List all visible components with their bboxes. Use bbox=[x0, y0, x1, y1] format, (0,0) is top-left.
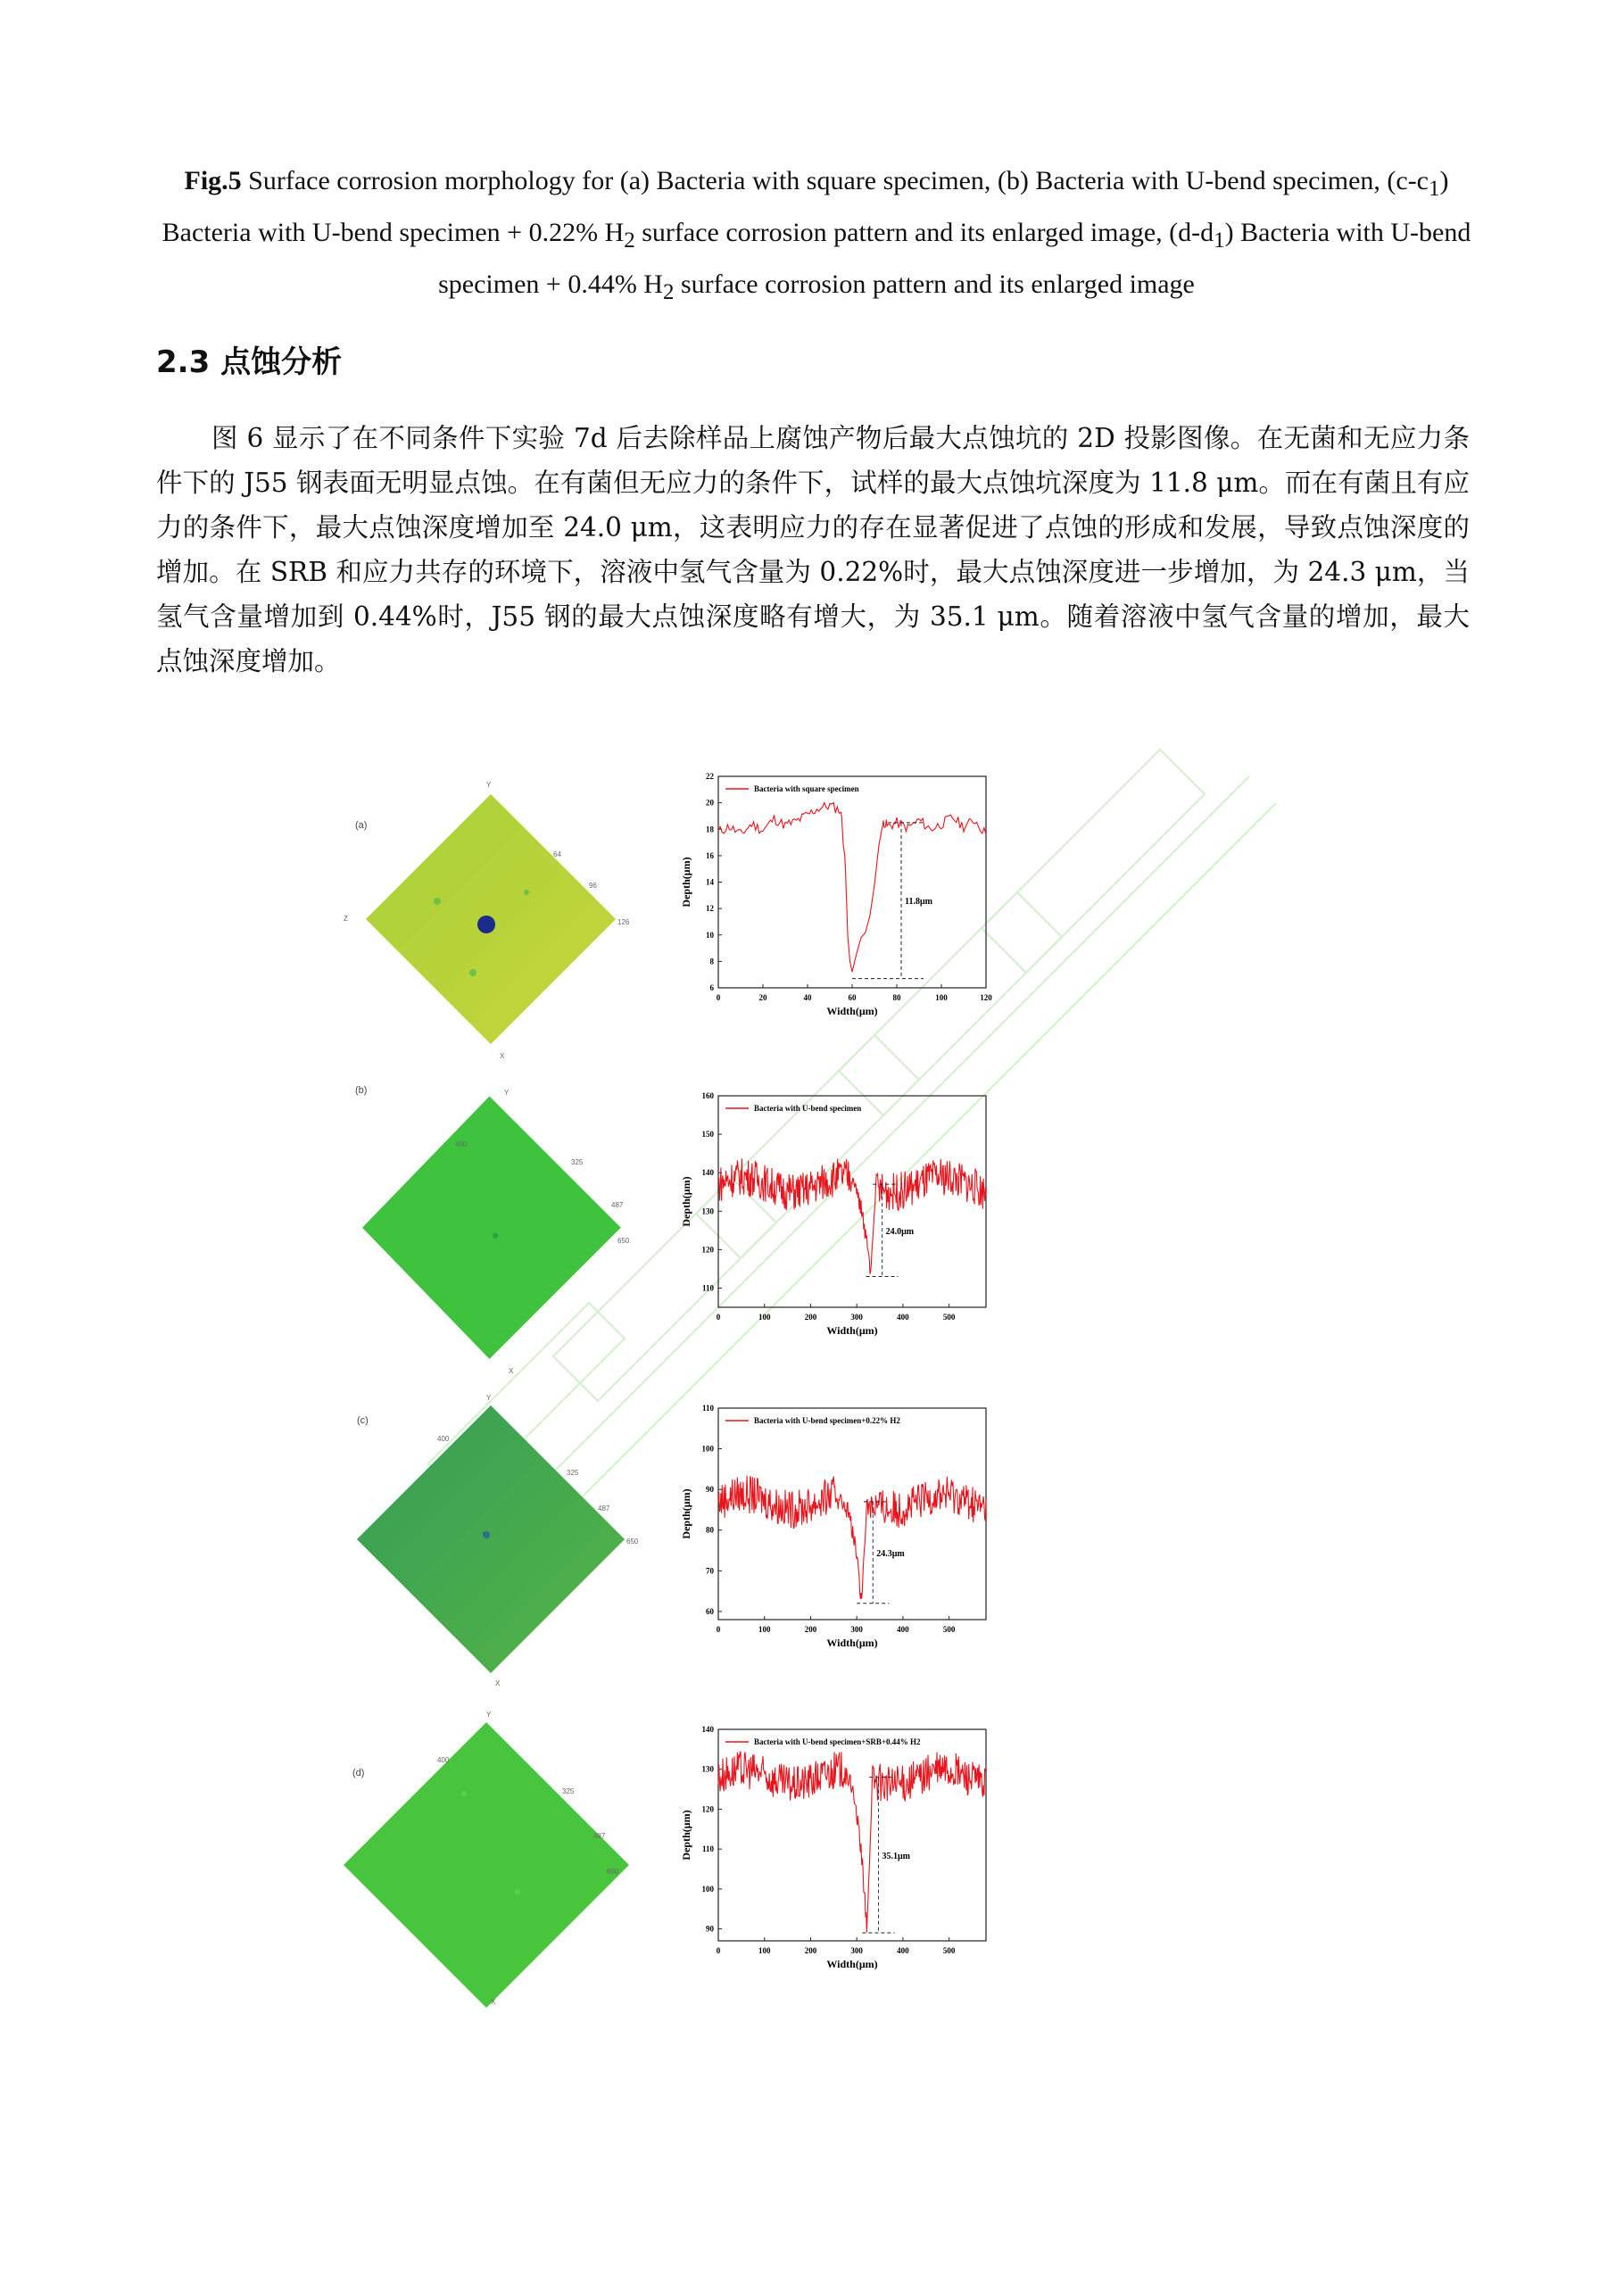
figure-caption bbox=[156, 159, 1477, 314]
caption-text-5: surface corrosion pattern and its enlarged image bbox=[674, 269, 1195, 299]
x-tick-label: 200 bbox=[804, 1946, 817, 1955]
figure-6 bbox=[303, 767, 1017, 2035]
axis-tick: 96 bbox=[589, 882, 597, 890]
body-paragraph: 图 6 显示了在不同条件下实验 7d 后去除样品上腐蚀产物后最大点蚀坑的 2D 投影图像。在无菌和无应力条件下的 J55 钢表面无明显点蚀。在有菌但无应力的条件下，试样的最大点蚀坑深度为 11.8 μm。而在有菌且有应力的条件下，最大点蚀深度增加至 24.0 μm，这表明应力的存在显著促进了点蚀的形成和发展，导致点蚀深度的增加。在 SRB 和应力共存的环境下，溶液中氢气含量为 0.22%时，最大点蚀深度进一步增加，为 24.3 μm，当氢气含量增加到 0.44%时，J55 钢的最大点蚀深度略有增大，为 35.1 μm。随着溶液中氢气含量的增加，最大点蚀深度增加。 bbox=[156, 423, 1470, 676]
y-tick-label: 22 bbox=[706, 772, 714, 781]
y-tick-label: 6 bbox=[709, 983, 714, 992]
y-axis-label: Depth(μm) bbox=[680, 1488, 692, 1539]
x-tick-label: 200 bbox=[804, 1313, 817, 1322]
y-tick-label: 16 bbox=[706, 850, 714, 860]
y-tick-label: 150 bbox=[701, 1130, 714, 1140]
surface-plane bbox=[362, 1097, 621, 1360]
x-tick-label: 100 bbox=[758, 1313, 771, 1322]
y-tick-label: 100 bbox=[701, 1444, 714, 1454]
pit-marker bbox=[483, 1531, 490, 1538]
y-tick-label: 90 bbox=[706, 1485, 714, 1495]
surface-panel-b bbox=[303, 1075, 642, 1379]
x-axis-label: Width(μm) bbox=[826, 1324, 878, 1337]
x-tick-label: 300 bbox=[850, 1313, 863, 1322]
axis-tick: 400 bbox=[455, 1140, 468, 1148]
axis-tick: 487 bbox=[598, 1504, 610, 1513]
pit-depth-annotation: 24.0μm bbox=[885, 1226, 915, 1237]
y-tick-label: 110 bbox=[701, 1283, 714, 1293]
x-tick-label: 400 bbox=[897, 1946, 909, 1955]
x-tick-label: 0 bbox=[716, 1313, 721, 1322]
y-tick-label: 20 bbox=[706, 798, 714, 808]
surface-panel-d bbox=[286, 1704, 625, 2008]
axis-label-x: X bbox=[491, 1998, 496, 2006]
pit-marker bbox=[493, 1233, 498, 1239]
x-tick-label: 400 bbox=[897, 1313, 909, 1322]
x-axis-label: Width(μm) bbox=[826, 1637, 878, 1649]
corrosion-spot bbox=[434, 898, 441, 905]
y-tick-label: 110 bbox=[701, 1844, 714, 1854]
y-tick-label: 130 bbox=[701, 1764, 714, 1774]
profile-chart-c bbox=[669, 1401, 1008, 1669]
legend-label: Bacteria with U-bend specimen+0.22% H2 bbox=[754, 1416, 900, 1425]
x-tick-label: 120 bbox=[980, 993, 992, 1002]
y-tick-label: 70 bbox=[706, 1566, 714, 1576]
section-title: 2.3 点蚀分析 bbox=[156, 344, 343, 380]
x-tick-label: 500 bbox=[942, 1946, 956, 1955]
y-tick-label: 8 bbox=[709, 957, 714, 966]
corrosion-spot bbox=[524, 890, 529, 895]
corrosion-spot bbox=[461, 1791, 467, 1796]
x-tick-label: 100 bbox=[758, 1625, 771, 1634]
axis-tick: 126 bbox=[617, 918, 630, 926]
plot-frame bbox=[718, 1408, 986, 1620]
x-tick-label: 500 bbox=[942, 1625, 956, 1634]
y-tick-label: 160 bbox=[701, 1091, 714, 1100]
3d-surface-map-icon bbox=[303, 767, 642, 1071]
x-tick-label: 40 bbox=[803, 993, 812, 1002]
profile-chart-a bbox=[669, 769, 1008, 1037]
axis-tick: 487 bbox=[593, 1832, 606, 1840]
axis-tick: 400 bbox=[437, 1756, 450, 1764]
axis-tick: 487 bbox=[611, 1201, 624, 1209]
surface-panel-c bbox=[277, 1388, 639, 1691]
axis-label-y: Y bbox=[486, 781, 492, 789]
y-axis-label: Depth(μm) bbox=[680, 1810, 692, 1861]
axis-label-x: X bbox=[495, 1679, 501, 1687]
y-tick-label: 10 bbox=[706, 930, 714, 940]
plot-frame bbox=[718, 776, 986, 988]
x-tick-label: 0 bbox=[716, 1625, 721, 1634]
x-tick-label: 60 bbox=[848, 993, 857, 1002]
caption-text-4: ) Bacteria with U-bend specimen + 0.44% H bbox=[438, 218, 1471, 299]
depth-profile-line bbox=[718, 1752, 986, 1933]
corrosion-spot bbox=[469, 969, 476, 976]
caption-sub-3: 1 bbox=[1214, 228, 1225, 253]
plot-frame bbox=[718, 1096, 986, 1307]
profile-plot-a bbox=[669, 769, 1008, 1037]
y-tick-label: 110 bbox=[701, 1404, 714, 1413]
panel-label-b: (b) bbox=[355, 1085, 368, 1096]
caption-text-2: ) Bacteria with U-bend specimen + 0.22% H bbox=[162, 166, 1449, 247]
axis-tick: 325 bbox=[562, 1787, 575, 1795]
panel-label-c: (c) bbox=[357, 1415, 369, 1426]
profile-plot-b bbox=[669, 1089, 1008, 1356]
depth-profile-line bbox=[718, 803, 986, 973]
x-tick-label: 400 bbox=[897, 1625, 909, 1634]
y-tick-label: 80 bbox=[706, 1525, 714, 1535]
depth-profile-line bbox=[718, 1158, 986, 1273]
panel-label-d: (d) bbox=[352, 1768, 365, 1778]
axis-tick: 400 bbox=[437, 1435, 450, 1443]
axis-label-x: X bbox=[509, 1367, 514, 1375]
surface-plane bbox=[344, 1722, 629, 2008]
y-axis-label: Depth(μm) bbox=[680, 857, 692, 908]
axis-label-z: Z bbox=[344, 915, 348, 923]
caption-fig-label: Fig.5 bbox=[184, 166, 242, 195]
x-tick-label: 0 bbox=[716, 1946, 721, 1955]
surface-texture bbox=[357, 1405, 625, 1673]
x-tick-label: 0 bbox=[716, 993, 721, 1002]
caption-text-1: Surface corrosion morphology for (a) Bacteria with square specimen, (b) Bacteria with U-bend specimen, (c-c bbox=[241, 166, 1429, 195]
y-tick-label: 18 bbox=[706, 825, 714, 834]
legend-label: Bacteria with square specimen bbox=[754, 784, 859, 793]
y-tick-label: 120 bbox=[701, 1245, 714, 1255]
3d-surface-map-icon bbox=[277, 1388, 639, 1691]
caption-sub-1: 1 bbox=[1429, 177, 1440, 201]
corrosion-spot bbox=[515, 1889, 520, 1894]
y-axis-label: Depth(μm) bbox=[680, 1176, 692, 1227]
legend-label: Bacteria with U-bend specimen bbox=[754, 1104, 862, 1113]
x-tick-label: 20 bbox=[758, 993, 767, 1002]
axis-tick: 650 bbox=[607, 1868, 619, 1876]
axis-tick: 325 bbox=[571, 1158, 584, 1166]
pit-depth-annotation: 35.1μm bbox=[882, 1851, 910, 1861]
y-tick-label: 12 bbox=[706, 904, 714, 914]
profile-chart-b bbox=[669, 1089, 1008, 1356]
profile-chart-d bbox=[669, 1722, 1008, 1990]
axis-tick: 64 bbox=[553, 850, 561, 858]
pit-depth-annotation: 11.8μm bbox=[905, 897, 932, 908]
axis-label-y: Y bbox=[486, 1711, 492, 1719]
caption-sub-2: 2 bbox=[624, 228, 635, 253]
axis-tick: 325 bbox=[567, 1469, 579, 1477]
x-axis-label: Width(μm) bbox=[826, 1005, 878, 1017]
profile-plot-c bbox=[669, 1401, 1008, 1669]
3d-surface-map-icon bbox=[286, 1704, 625, 2008]
pit-depth-annotation: 24.3μm bbox=[876, 1548, 905, 1559]
y-tick-label: 140 bbox=[701, 1725, 714, 1734]
x-axis-label: Width(μm) bbox=[826, 1958, 878, 1970]
pit-marker bbox=[477, 916, 495, 933]
panel-label-a: (a) bbox=[355, 820, 368, 831]
x-tick-label: 100 bbox=[758, 1946, 771, 1955]
caption-sub-4: 2 bbox=[662, 280, 675, 304]
y-tick-label: 100 bbox=[701, 1884, 714, 1894]
axis-label-y: Y bbox=[486, 1394, 492, 1402]
y-tick-label: 60 bbox=[706, 1606, 714, 1616]
axis-tick: 650 bbox=[617, 1237, 630, 1245]
axis-label-y: Y bbox=[504, 1089, 510, 1097]
y-tick-label: 140 bbox=[701, 1168, 714, 1178]
x-tick-label: 80 bbox=[892, 993, 901, 1002]
y-tick-label: 14 bbox=[706, 877, 714, 887]
x-tick-label: 500 bbox=[942, 1313, 956, 1322]
profile-plot-d bbox=[669, 1722, 1008, 1990]
3d-surface-map-icon bbox=[303, 1075, 642, 1379]
x-tick-label: 300 bbox=[850, 1625, 863, 1634]
x-tick-label: 200 bbox=[804, 1625, 817, 1634]
y-tick-label: 120 bbox=[701, 1804, 714, 1814]
x-tick-label: 300 bbox=[850, 1946, 863, 1955]
axis-label-x: X bbox=[500, 1052, 505, 1060]
y-tick-label: 90 bbox=[706, 1924, 714, 1934]
depth-profile-line bbox=[718, 1476, 986, 1599]
surface-panel-a bbox=[303, 767, 642, 1071]
axis-tick: 650 bbox=[626, 1538, 639, 1546]
y-tick-label: 130 bbox=[701, 1206, 714, 1216]
x-tick-label: 100 bbox=[935, 993, 948, 1002]
legend-label: Bacteria with U-bend specimen+SRB+0.44% H2 bbox=[754, 1737, 921, 1746]
caption-text-3: surface corrosion pattern and its enlarged image, (d-d bbox=[634, 218, 1214, 247]
